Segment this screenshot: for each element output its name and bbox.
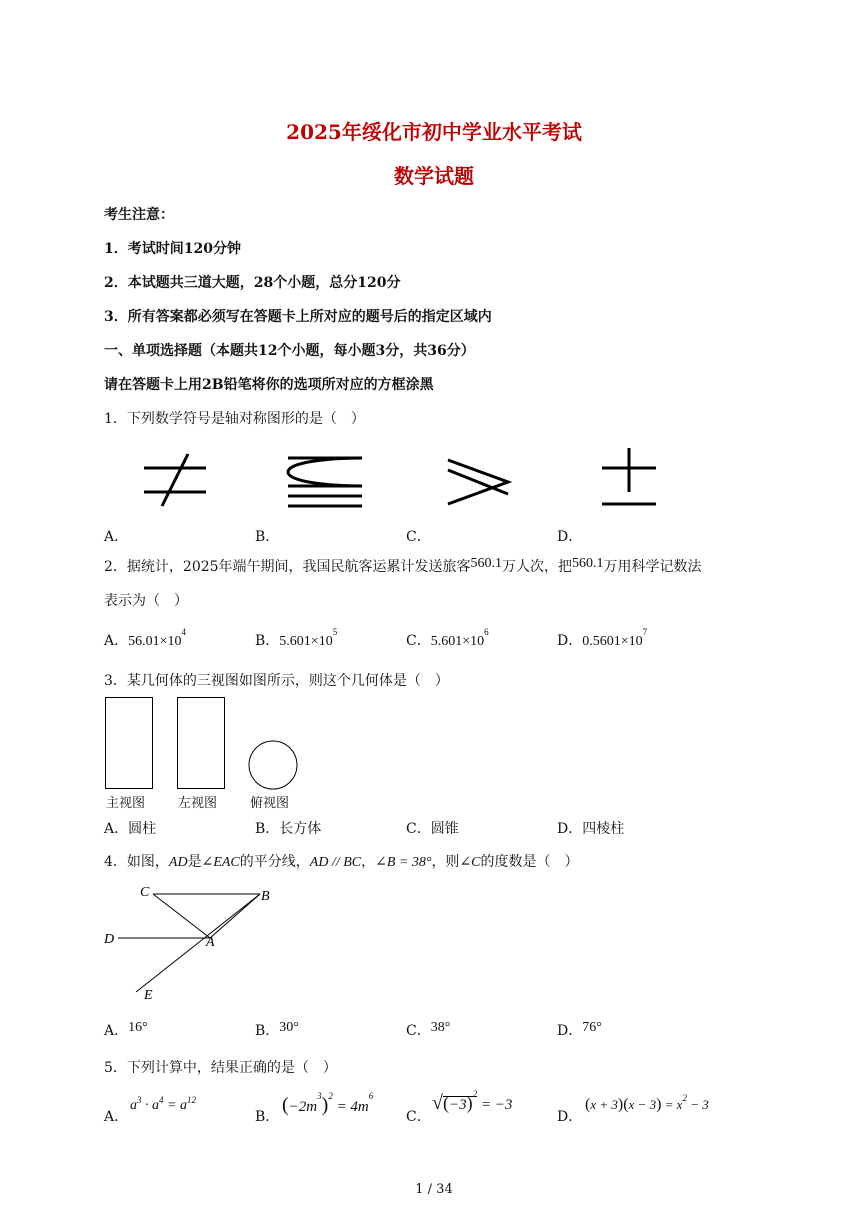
q2-option-d: D．$0.5601\times 10^7$: [557, 627, 648, 649]
q1-label-b: B．: [255, 529, 280, 545]
section-instruction: 请在答题卡上用2B铅笔将你的选项所对应的方框涂黑: [104, 377, 434, 393]
plus-minus-symbol: [602, 448, 656, 504]
point-d: D: [104, 932, 115, 947]
q5-expr-d: $(x + 3)(x - 3) = x^2 - 3$: [585, 1093, 709, 1113]
point-c: C: [140, 885, 150, 900]
top-view-circle: [246, 738, 302, 794]
exam-title: 2025年绥化市初中学业水平考试: [286, 120, 582, 144]
q4-figure: [100, 880, 280, 1005]
q2-option-c: C．$5.601\times 10^6$: [406, 627, 489, 649]
q1-label-c: C．: [406, 529, 431, 545]
q2-stem-line1: 2．据统计，2025年端午期间，我国民航客运累计发送旅客560.1万人次，把560.1万用科学记数法: [104, 556, 702, 575]
q3-option-a: A．圆柱: [104, 821, 157, 837]
q3-option-b: B．长方体: [255, 821, 322, 837]
front-view-rect: [105, 697, 153, 789]
q2-option-b: B．$5.601\times 10^5$: [255, 627, 338, 649]
q5-label-c: C．: [406, 1109, 431, 1125]
q5-label-a: A．: [104, 1109, 129, 1125]
q3-option-d: D．四棱柱: [557, 821, 625, 837]
q5-stem: 5．下列计算中，结果正确的是（ ）: [104, 1060, 337, 1076]
exam-subtitle: 数学试题: [394, 164, 474, 188]
q4-option-d: D．76°: [557, 1020, 602, 1039]
q2-option-a: A．$56.01\times 10^4$: [104, 627, 187, 649]
q5-expr-b: $(-2m^3)^2 = 4m^6$: [282, 1091, 374, 1116]
q1-symbols: [100, 440, 680, 520]
side-view-rect: [177, 697, 225, 789]
point-e: E: [144, 988, 153, 1003]
q5-label-b: B．: [255, 1109, 280, 1125]
top-view-caption: 俯视图: [250, 796, 290, 811]
q4-option-a: A．16°: [104, 1020, 148, 1039]
q3-stem: 3．某几何体的三视图如图所示，则这个几何体是（ ）: [104, 673, 449, 689]
page-number: 1 / 34: [415, 1182, 453, 1197]
q4-stem: 4．如图，AD是∠EAC的平分线，AD // BC，∠B = 38°，则∠C的度数是（ ）: [104, 854, 579, 870]
q1-stem: 1．下列数学符号是轴对称图形的是（ ）: [104, 411, 365, 427]
notice-item-3: 3．所有答案都必须写在答题卡上所对应的题号后的指定区域内: [104, 309, 492, 325]
q2-stem-line2: 表示为（ ）: [104, 593, 188, 609]
q5-label-d: D．: [557, 1109, 583, 1125]
notice-item-1: 1．考试时间120分钟: [104, 241, 241, 257]
q1-label-a: A．: [104, 529, 129, 545]
notice-item-2: 2．本试题共三道大题，28个小题，总分120分: [104, 275, 401, 291]
point-b: B: [261, 889, 270, 904]
q4-option-b: B．30°: [255, 1020, 299, 1039]
q4-option-c: C．38°: [406, 1020, 451, 1039]
q1-label-d: D．: [557, 529, 583, 545]
q5-expr-c: $√(-3)^2 = -3$: [432, 1089, 513, 1114]
section-heading: 一、单项选择题（本题共12个小题，每小题3分，共36分）: [104, 343, 475, 359]
side-view-caption: 左视图: [178, 796, 218, 811]
q5-expr-a: $a^3 \cdot a^4 = a^{12}$: [130, 1095, 196, 1113]
leq-symbol: [288, 458, 362, 506]
notice-heading: 考生注意：: [104, 207, 174, 223]
point-a: A: [206, 935, 215, 950]
geq-symbol: [448, 460, 508, 504]
q3-option-c: C．圆锥: [406, 821, 459, 837]
not-equal-symbol: [144, 454, 206, 506]
front-view-caption: 主视图: [106, 796, 146, 811]
